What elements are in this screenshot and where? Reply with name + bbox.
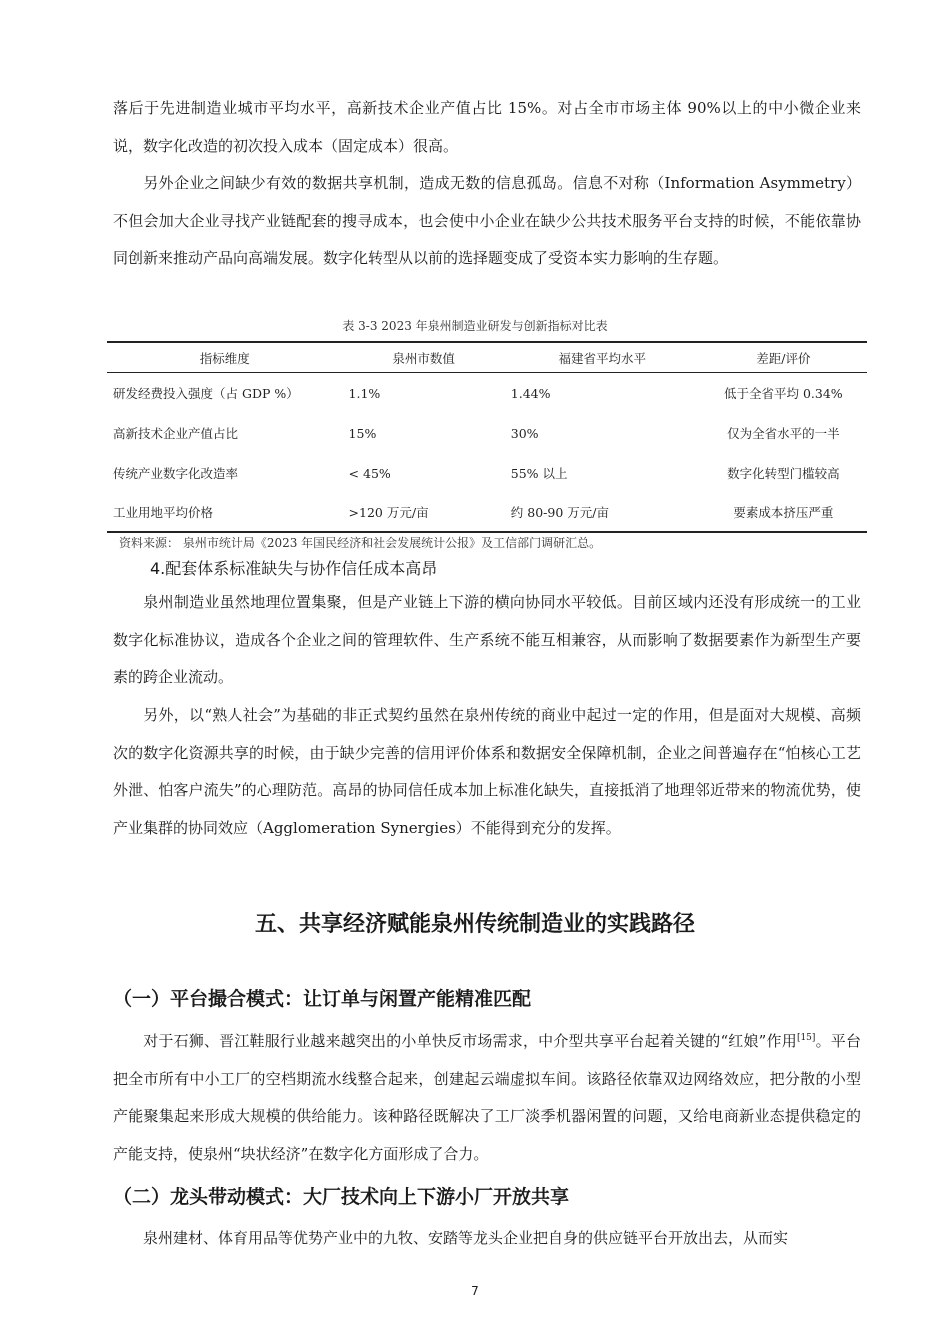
paragraph-trust-cost xyxy=(113,697,861,847)
table-caption: 表 3-3 2023 年泉州制造业研发与创新指标对比表 xyxy=(342,319,608,333)
table-cell: 高新技术企业产值占比 xyxy=(113,426,239,441)
paragraph-text: 另外，以“熟人社会”为基础的非正式契约虽然在泉州传统的商业中起过一定的作用，但是面对大规模、高频次的数字化资源共享的时候，由于缺少完善的信用评价体系和数据安全保障机制，企业之间普遍存在“怕核心工艺外泄、怕客户流失”的心理防范。高昂的协同信任成本加上标准化缺失，直接抵消了地理邻近带来的物流优势，使产业集群的协同效应（Agglomeration Synergies）不能得到充分的发挥。 xyxy=(113,706,861,837)
table-cell: < 45% xyxy=(348,465,391,481)
table-cell: 30% xyxy=(510,425,539,441)
page-number: 7 xyxy=(471,1284,479,1298)
table-cell: 1.1% xyxy=(348,385,381,401)
table-header: 泉州市数值 xyxy=(343,342,505,373)
table-cell: 15% xyxy=(348,425,377,441)
table-row xyxy=(107,413,867,453)
section-heading-5: 五、共享经济赋能泉州传统制造业的实践路径 xyxy=(254,912,695,937)
table-cell: 仅为全省水平的一半 xyxy=(727,426,840,441)
citation-reference[interactable]: [15] xyxy=(796,1033,816,1043)
paragraph-standards xyxy=(113,584,861,697)
table-cell: 工业用地平均价格 xyxy=(107,493,343,532)
table-cell: 研发经费投入强度（占 GDP %） xyxy=(113,386,299,401)
table-header: 指标维度 xyxy=(107,342,343,373)
paragraph-text: 。平台把全市所有中小工厂的空档期流水线整合起来，创建起云端虚拟车间。该路径依靠双边网络效应，把分散的小型产能聚集起来形成大规模的供给能力。该种路径既解决了工厂淡季机器闲置的问题，又给电商新业态提供稳定的产能支持，使泉州“块状经济”在数字化方面形成了合力。 xyxy=(113,1032,861,1163)
comparison-table xyxy=(107,341,867,533)
table-header: 差距/评价 xyxy=(700,342,867,373)
subsection-heading-leader: （二）龙头带动模式：大厂技术向上下游小厂开放共享 xyxy=(113,1186,570,1208)
table-cell: 55% 以上 xyxy=(510,466,568,481)
subsection-heading-4: 4.配套体系标准缺失与协作信任成本高昂 xyxy=(150,559,438,578)
paragraph-cost: 落后于先进制造业城市平均水平，高新技术企业产值占比 15%。对占全市市场主体 90%以上的中小微企业来说，数字化改造的初次投入成本（固定成本）很高。 xyxy=(113,99,861,155)
table-row xyxy=(107,453,867,493)
paragraph-info-asymmetry xyxy=(113,165,861,278)
table-row xyxy=(107,493,867,532)
table-header-row xyxy=(107,342,867,373)
table-cell: >120 万元/亩 xyxy=(343,493,505,532)
table-row xyxy=(107,373,867,414)
paragraph-leader-model xyxy=(113,1220,861,1258)
table-cell: 数字化转型门槛较高 xyxy=(727,466,840,481)
table-cell: 低于全省平均 0.34% xyxy=(724,386,843,401)
subsection-heading-platform: （一）平台撮合模式：让订单与闲置产能精准匹配 xyxy=(113,988,532,1010)
table-header: 福建省平均水平 xyxy=(505,342,700,373)
table-cell: 约 80-90 万元/亩 xyxy=(505,493,700,532)
paragraph-platform-model xyxy=(113,1023,861,1173)
paragraph-text: 泉州建材、体育用品等优势产业中的九牧、安踏等龙头企业把自身的供应链平台开放出去，从而实 xyxy=(143,1229,789,1247)
table-cell: 传统产业数字化改造率 xyxy=(113,466,239,481)
table-source-note: 资料来源： 泉州市统计局《2023 年国民经济和社会发展统计公报》及工信部门调研汇总。 xyxy=(119,536,602,550)
paragraph-text: 对于石狮、晋江鞋服行业越来越突出的小单快反市场需求，中介型共享平台起着关键的“红娘”作用 xyxy=(143,1032,797,1050)
table-cell: 1.44% xyxy=(510,385,551,401)
table-cell: 要素成本挤压严重 xyxy=(700,493,867,532)
paragraph-text: 另外企业之间缺少有效的数据共享机制，造成无数的信息孤岛。信息不对称（Information Asymmetry）不但会加大企业寻找产业链配套的搜寻成本，也会使中小企业在缺少公共技术服务平台支持的时候，不能依靠协同创新来推动产品向高端发展。数字化转型从以前的选择题变成了受资本实力影响的生存题。 xyxy=(113,174,861,267)
paragraph-text: 泉州制造业虽然地理位置集聚，但是产业链上下游的横向协同水平较低。目前区域内还没有形成统一的工业数字化标准协议，造成各个企业之间的管理软件、生产系统不能互相兼容，从而影响了数据要素作为新型生产要素的跨企业流动。 xyxy=(113,593,861,686)
